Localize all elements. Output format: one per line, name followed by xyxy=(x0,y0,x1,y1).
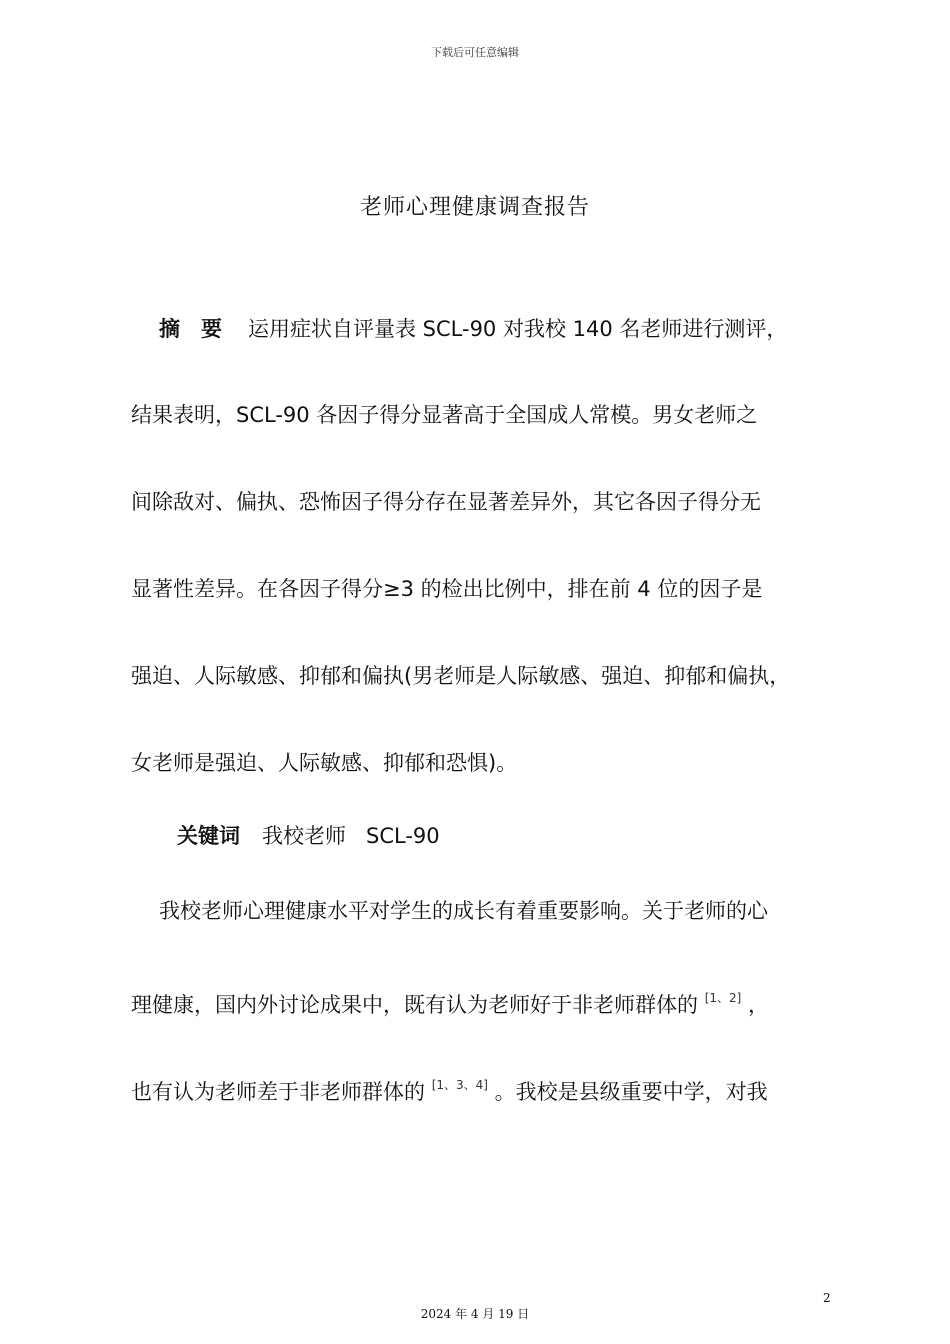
abstract-line: 强迫、人际敏感、抑郁和偏执(男老师是人际敏感、强迫、抑郁和偏执， xyxy=(131,664,791,688)
footer-date: 2024 年 4 月 19 日 xyxy=(420,1307,530,1321)
abstract-first-line xyxy=(159,314,787,344)
abstract-line: 显著性差异。在各因子得分≥3 的检出比例中，排在前 4 位的因子是 xyxy=(131,577,763,601)
page-number: 2 xyxy=(823,1291,831,1305)
keyword-term: SCL-90 xyxy=(366,824,440,848)
abstract-line: 间除敌对、偏执、恐怖因子得分存在显著差异外，其它各因子得分无 xyxy=(131,490,761,514)
abstract-label: 摘 要 xyxy=(159,317,222,341)
citation-link[interactable]: [1、2] xyxy=(704,991,742,1005)
body-text: ， xyxy=(748,993,770,1017)
body-text: 。我校是县级重要中学，对我 xyxy=(494,1080,768,1104)
page-header: 下载后可任意编辑 xyxy=(431,46,519,59)
body-text: 理健康，国内外讨论成果中，既有认为老师好于非老师群体的 xyxy=(131,993,698,1017)
keyword-term: 我校老师 xyxy=(262,824,346,848)
keywords-label: 关键词 xyxy=(177,824,240,848)
body-paragraph-line: 我校老师心理健康水平对学生的成长有着重要影响。关于老师的心 xyxy=(159,899,768,923)
document-title: 老师心理健康调查报告 xyxy=(359,195,590,220)
abstract-line: 运用症状自评量表 SCL-90 对我校 140 名老师进行测评， xyxy=(248,317,788,341)
body-text: 也有认为老师差于非老师群体的 xyxy=(131,1080,425,1104)
abstract-line: 女老师是强迫、人际敏感、抑郁和恐惧)。 xyxy=(131,751,518,775)
body-paragraph-line xyxy=(131,1070,768,1107)
body-paragraph-line xyxy=(131,983,769,1020)
abstract-line: 结果表明，SCL-90 各因子得分显著高于全国成人常模。男女老师之 xyxy=(131,403,758,427)
citation-link[interactable]: [1、3、4] xyxy=(431,1078,488,1092)
keywords-line xyxy=(177,821,440,851)
